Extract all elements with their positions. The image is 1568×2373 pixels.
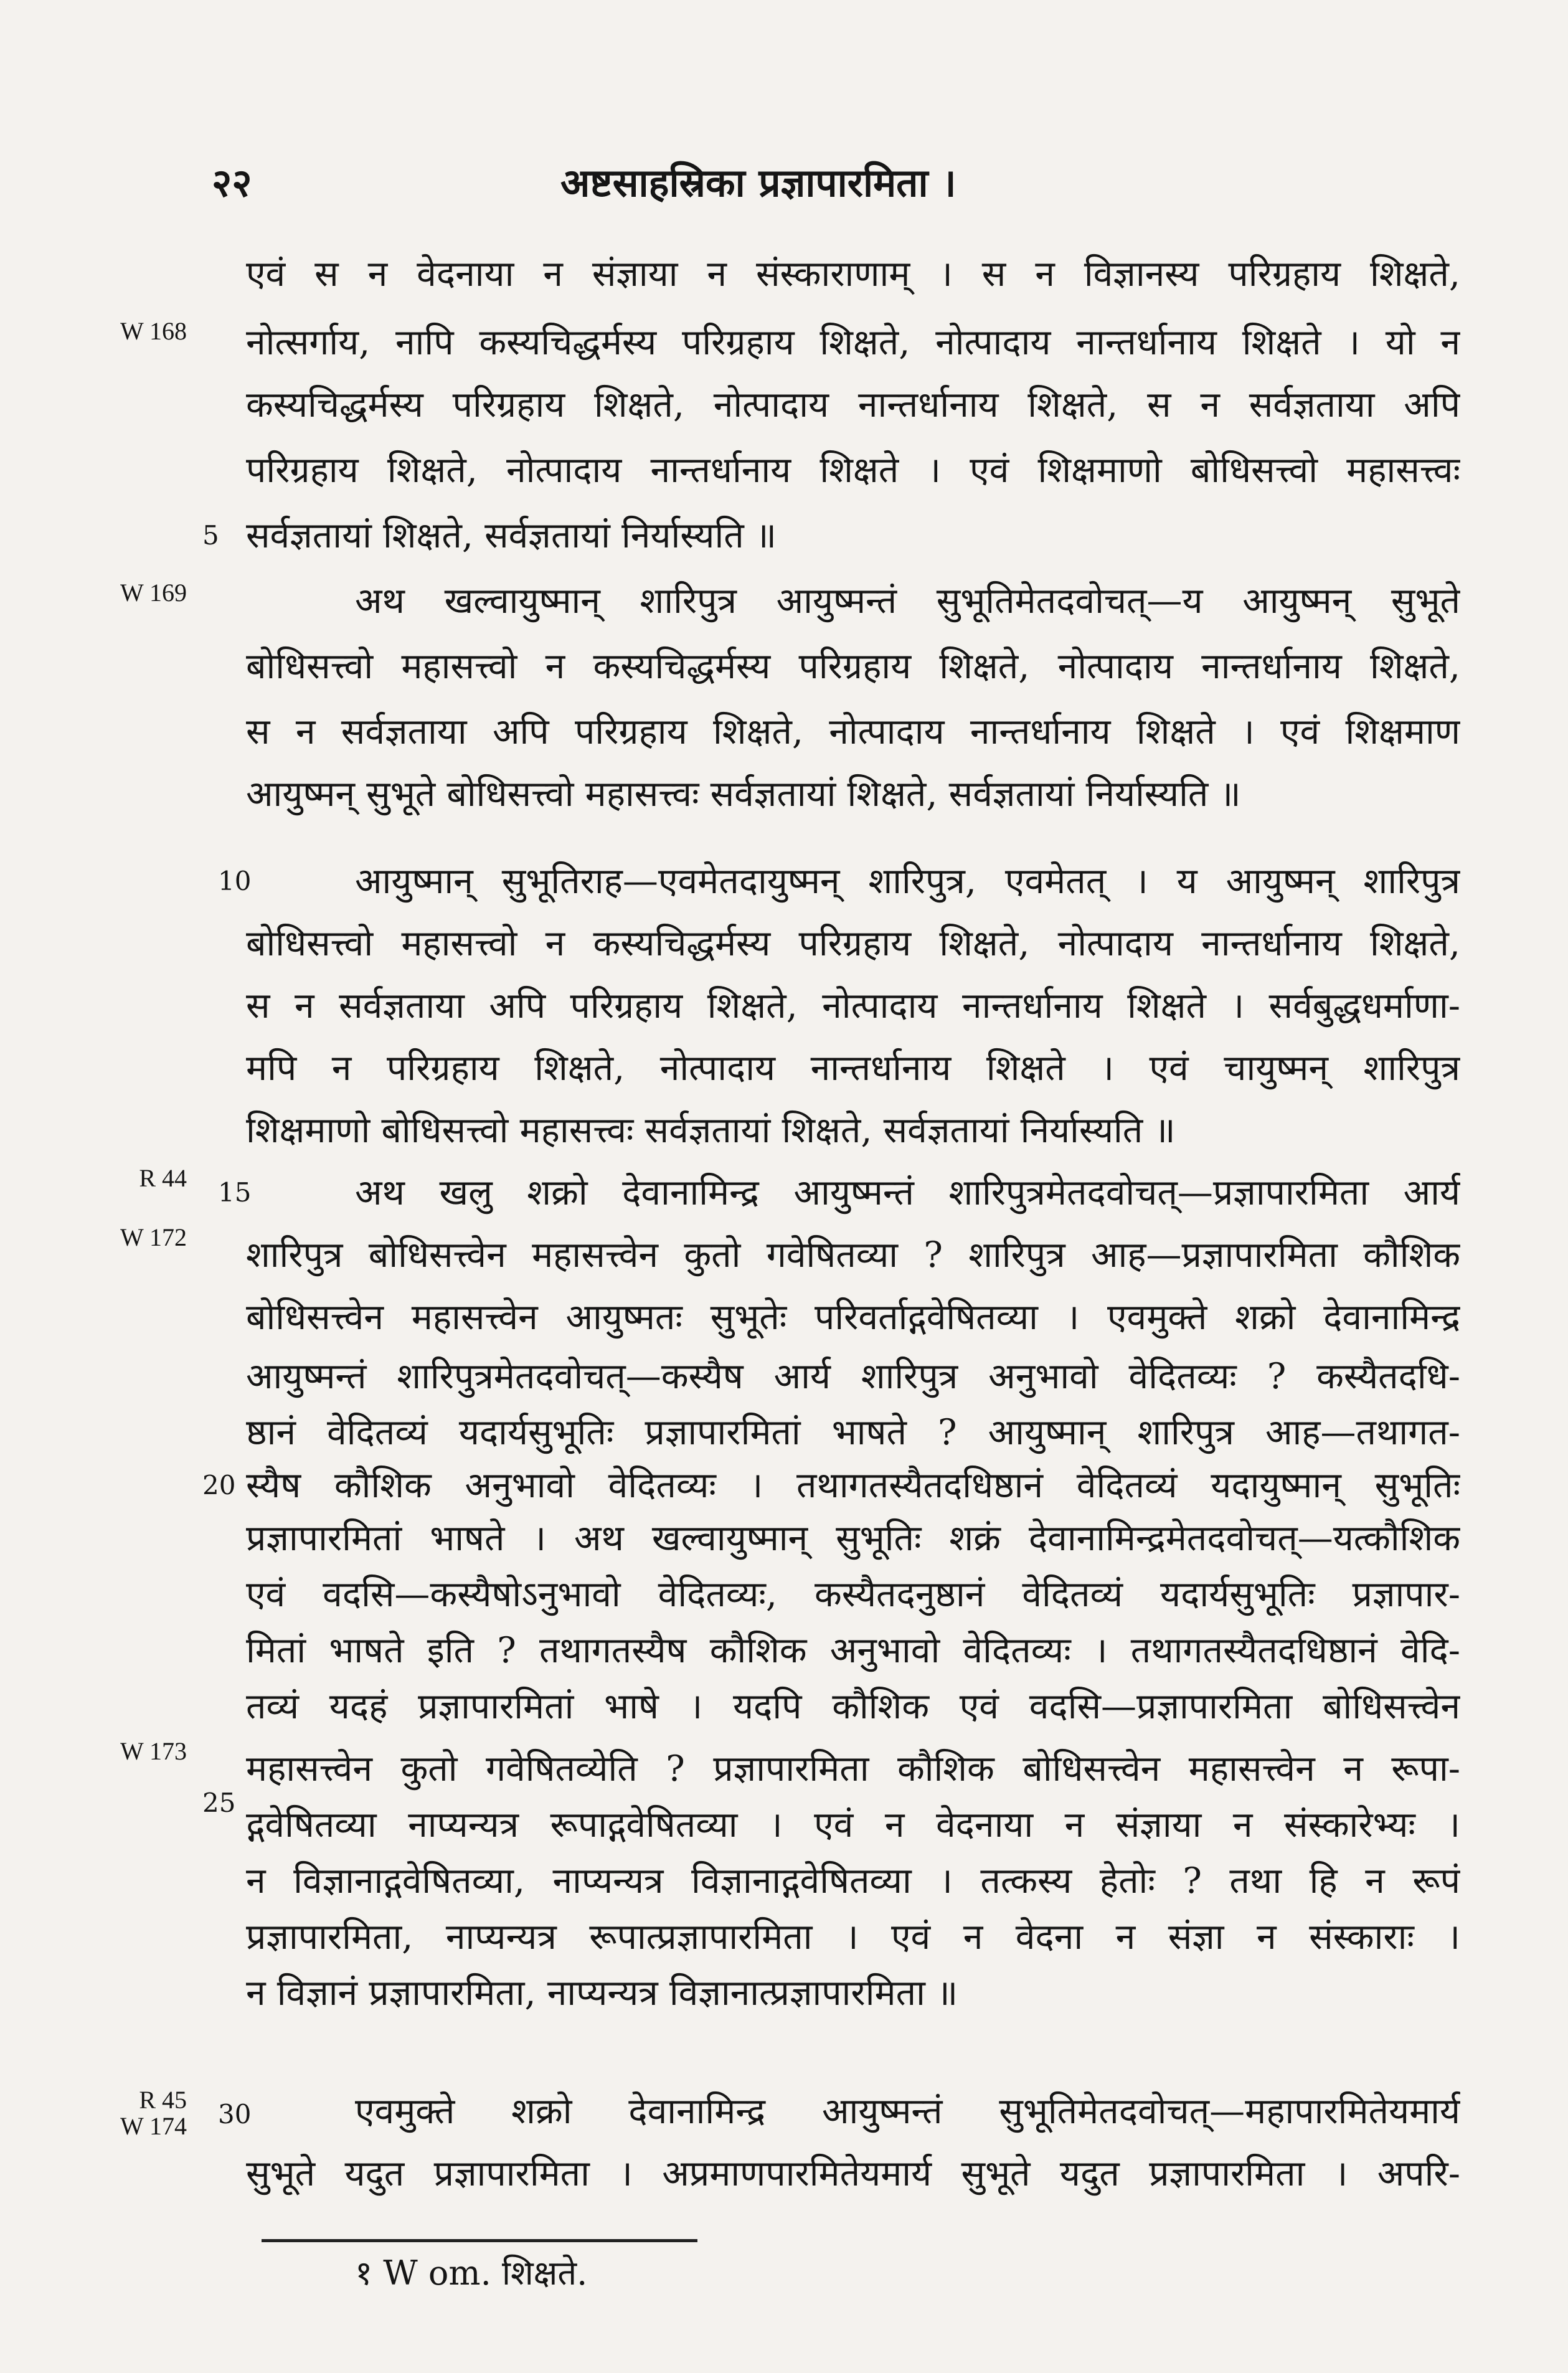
- text-line: प्रज्ञापारमिता, नाप्यन्यत्र रूपात्प्रज्ञापारमिता । एवं न वेदना न संज्ञा न संस्काराः ।: [246, 1916, 1460, 1958]
- text-line: स न सर्वज्ञताया अपि परिग्रहाय शिक्षते, नोत्पादाय नान्तर्धानाय शिक्षते । एवं शिक्षमाण: [246, 711, 1460, 752]
- text-line: मितां भाषते इति ? तथागतस्यैष कौशिक अनुभावो वेदितव्यः । तथागतस्यैतदधिष्ठानं वेदि-: [246, 1630, 1460, 1671]
- page-number: २२: [212, 160, 252, 206]
- text-line: कस्यचिद्धर्मस्य परिग्रहाय शिक्षते, नोत्पादाय नान्तर्धानाय शिक्षते, स न सर्वज्ञताया अपि: [246, 384, 1460, 425]
- line-number: 25: [202, 1788, 236, 1818]
- margin-ref: W 172: [120, 1223, 187, 1251]
- text-line: सर्वज्ञतायां शिक्षते, सर्वज्ञतायां निर्यास्यति ॥: [246, 515, 777, 556]
- line-number: 5: [202, 520, 219, 551]
- text-line: बोधिसत्त्वो महासत्त्वो न कस्यचिद्धर्मस्य परिग्रहाय शिक्षते, नोत्पादाय नान्तर्धानाय शिक्षते,: [246, 646, 1460, 687]
- text-line: तव्यं यदहं प्रज्ञापारमितां भाषे । यदपि कौशिक एवं वदसि—प्रज्ञापारमिता बोधिसत्त्वेन: [246, 1686, 1460, 1727]
- line-number: 30: [218, 2099, 252, 2129]
- text-line: शिक्षमाणो बोधिसत्त्वो महासत्त्वः सर्वज्ञतायां शिक्षते, सर्वज्ञतायां निर्यास्यति ॥: [246, 1110, 1176, 1151]
- margin-ref: W 173: [120, 1737, 187, 1765]
- text-line: शारिपुत्र बोधिसत्त्वेन महासत्त्वेन कुतो गवेषितव्या ? शारिपुत्र आह—प्रज्ञापारमिता कौशिक: [246, 1234, 1460, 1276]
- margin-ref: W 174: [120, 2112, 187, 2140]
- text-line: न विज्ञानं प्रज्ञापारमिता, नाप्यन्यत्र विज्ञानात्प्रज्ञापारमिता ॥: [246, 1973, 958, 2014]
- text-line: स्यैष कौशिक अनुभावो वेदितव्यः । तथागतस्यैतदधिष्ठानं वेदितव्यं यदायुष्मान् सुभूतिः: [246, 1465, 1460, 1506]
- text-line: एवं वदसि—कस्यैषोऽनुभावो वेदितव्यः, कस्यैतदनुष्ठानं वेदितव्यं यदार्यसुभूतिः प्रज्ञापार-: [246, 1574, 1460, 1615]
- text-line: अथ खल्वायुष्मान् शारिपुत्र आयुष्मन्तं सुभूतिमेतदवोचत्—य आयुष्मन् सुभूते: [355, 580, 1460, 622]
- text-line: बोधिसत्त्वो महासत्त्वो न कस्यचिद्धर्मस्य परिग्रहाय शिक्षते, नोत्पादाय नान्तर्धानाय शिक्षते,: [246, 923, 1460, 964]
- text-line: ष्ठानं वेदितव्यं यदार्यसुभूतिः प्रज्ञापारमितां भाषते ? आयुष्मान् शारिपुत्र आह—तथागत-: [246, 1412, 1460, 1453]
- text-line: नोत्सर्गाय, नापि कस्यचिद्धर्मस्य परिग्रहाय शिक्षते, नोत्पादाय नान्तर्धानाय शिक्षते । यो न: [246, 322, 1460, 363]
- margin-ref: R 44: [139, 1164, 187, 1192]
- text-line: आयुष्मान् सुभूतिराह—एवमेतदायुष्मन् शारिपुत्र, एवमेतत् । य आयुष्मन् शारिपुत्र: [355, 861, 1460, 902]
- line-number: 10: [218, 866, 252, 896]
- text-line: एवमुक्ते शक्रो देवानामिन्द्र आयुष्मन्तं सुभूतिमेतदवोचत्—महापारमितेयमार्य: [355, 2091, 1460, 2132]
- text-line: मपि न परिग्रहाय शिक्षते, नोत्पादाय नान्तर्धानाय शिक्षते । एवं चायुष्मन् शारिपुत्र: [246, 1048, 1460, 1089]
- footnote: १ W om. शिक्षते.: [355, 2253, 588, 2293]
- line-number: 15: [218, 1177, 252, 1208]
- text-line: परिग्रहाय शिक्षते, नोत्पादाय नान्तर्धानाय शिक्षते । एवं शिक्षमाणो बोधिसत्त्वो महासत्त्वः: [246, 450, 1460, 491]
- text-line: प्रज्ञापारमितां भाषते । अथ खल्वायुष्मान् सुभूतिः शक्रं देवानामिन्द्रमेतदवोचत्—यत्कौशिक: [246, 1518, 1460, 1559]
- running-title: अष्टसाहस्रिका प्रज्ञापारमिता ।: [560, 160, 956, 206]
- margin-ref: W 168: [120, 317, 187, 345]
- text-line: द्गवेषितव्या नाप्यन्यत्र रूपाद्गवेषितव्या । एवं न वेदनाया न संज्ञाया न संस्कारेभ्यः ।: [246, 1804, 1460, 1845]
- footnote-rule: [262, 2239, 697, 2242]
- text-line: महासत्त्वेन कुतो गवेषितव्येति ? प्रज्ञापारमिता कौशिक बोधिसत्त्वेन महासत्त्वेन न रूपा-: [246, 1748, 1460, 1789]
- text-line: आयुष्मन्तं शारिपुत्रमेतदवोचत्—कस्यैष आर्य शारिपुत्र अनुभावो वेदितव्यः ? कस्यैतदधि-: [246, 1356, 1460, 1397]
- text-line: बोधिसत्त्वेन महासत्त्वेन आयुष्मतः सुभूतेः परिवर्ताद्गवेषितव्या । एवमुक्ते शक्रो देवानामिन्द्र: [246, 1297, 1460, 1338]
- text-line: न विज्ञानाद्गवेषितव्या, नाप्यन्यत्र विज्ञानाद्गवेषितव्या । तत्कस्य हेतोः ? तथा हि न रूपं: [246, 1860, 1460, 1902]
- text-line: अथ खलु शक्रो देवानामिन्द्र आयुष्मन्तं शारिपुत्रमेतदवोचत्—प्रज्ञापारमिता आर्य: [355, 1172, 1460, 1213]
- line-number: 20: [202, 1470, 236, 1500]
- text-line: स न सर्वज्ञताया अपि परिग्रहाय शिक्षते, नोत्पादाय नान्तर्धानाय शिक्षते । सर्वबुद्धधर्माणा-: [246, 985, 1460, 1026]
- text-line: एवं स न वेदनाया न संज्ञाया न संस्काराणाम् । स न विज्ञानस्य परिग्रहाय शिक्षते,: [246, 253, 1460, 295]
- margin-ref: R 45: [139, 2086, 187, 2114]
- margin-ref: W 169: [120, 579, 187, 607]
- text-line: सुभूते यदुत प्रज्ञापारमिता । अप्रमाणपारमितेयमार्य सुभूते यदुत प्रज्ञापारमिता । अपरि-: [246, 2153, 1460, 2194]
- text-line: आयुष्मन् सुभूते बोधिसत्त्वो महासत्त्वः सर्वज्ञतायां शिक्षते, सर्वज्ञतायां निर्यास्यति ॥: [246, 774, 1241, 815]
